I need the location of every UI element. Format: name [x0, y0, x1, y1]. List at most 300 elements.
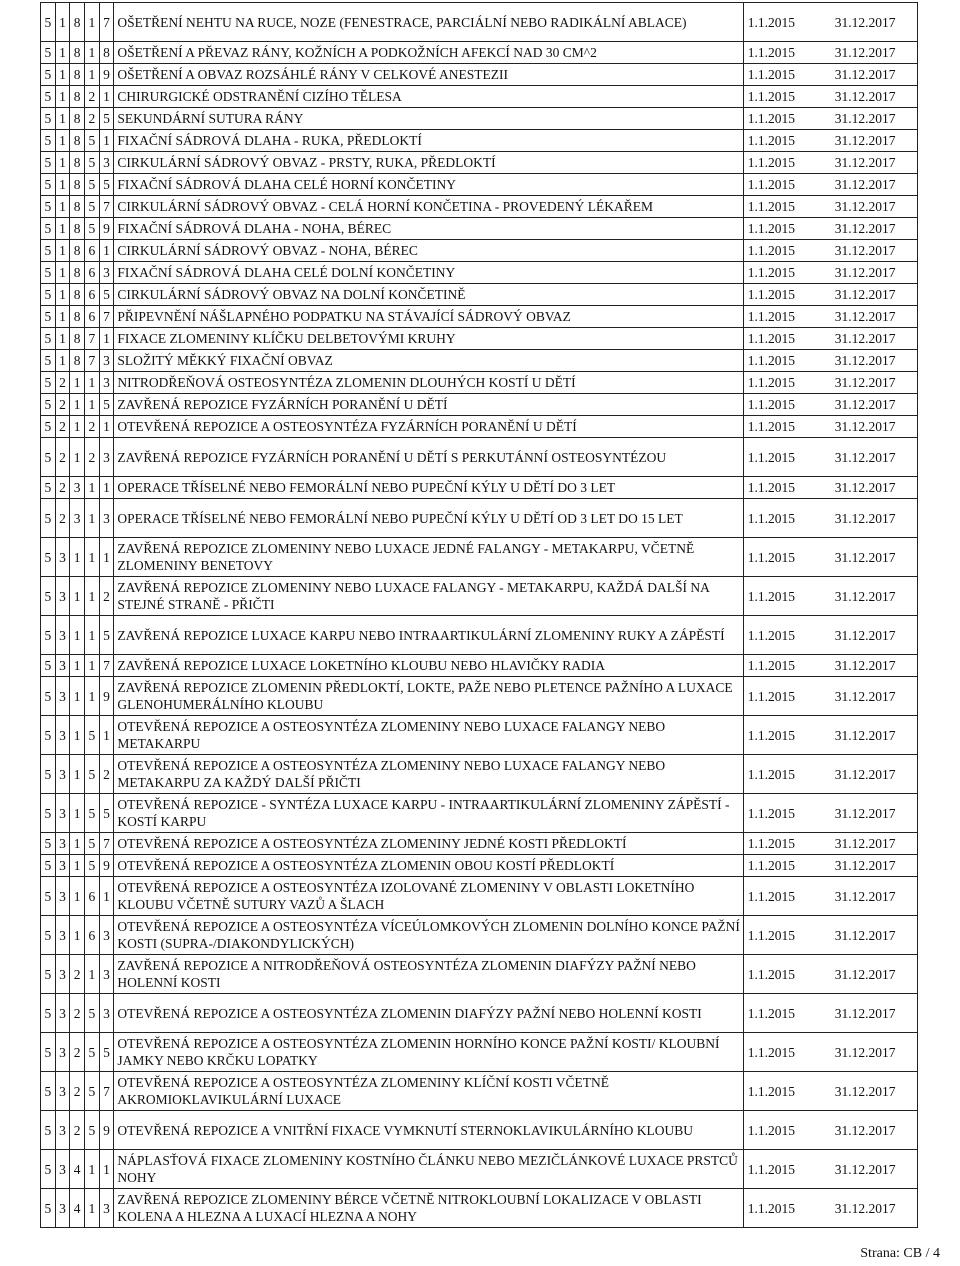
- valid-to-cell: 31.12.2017: [829, 3, 918, 42]
- valid-from-cell: 1.1.2015: [743, 477, 828, 499]
- valid-to-cell: 31.12.2017: [829, 955, 918, 994]
- table-row: [41, 577, 918, 616]
- table-row: [41, 306, 918, 328]
- valid-to-cell: 31.12.2017: [829, 64, 918, 86]
- valid-from-cell: 1.1.2015: [743, 86, 828, 108]
- code-digit-cell: 3: [55, 916, 70, 955]
- code-digit-cell: 3: [55, 616, 70, 655]
- code-digit-cell: 3: [99, 262, 114, 284]
- valid-from-cell: 1.1.2015: [743, 833, 828, 855]
- code-digit-cell: 4: [70, 1189, 85, 1228]
- code-digit-cell: 5: [99, 174, 114, 196]
- code-digit-cell: 5: [85, 130, 100, 152]
- valid-to-cell: 31.12.2017: [829, 394, 918, 416]
- table-row: [41, 350, 918, 372]
- code-digit-cell: 8: [70, 108, 85, 130]
- code-digit-cell: 5: [41, 877, 56, 916]
- code-digit-cell: 8: [99, 42, 114, 64]
- code-digit-cell: 1: [70, 577, 85, 616]
- table-row: [41, 955, 918, 994]
- table-row: [41, 677, 918, 716]
- valid-to-cell: 31.12.2017: [829, 284, 918, 306]
- valid-to-cell: 31.12.2017: [829, 218, 918, 240]
- table-row: [41, 218, 918, 240]
- code-digit-cell: 8: [70, 350, 85, 372]
- procedure-name-cell: NITRODŘEŇOVÁ OSTEOSYNTÉZA ZLOMENIN DLOUHÝCH KOSTÍ U DĚTÍ: [114, 372, 743, 394]
- code-digit-cell: 5: [41, 42, 56, 64]
- code-digit-cell: 6: [85, 262, 100, 284]
- code-digit-cell: 3: [55, 794, 70, 833]
- valid-to-cell: 31.12.2017: [829, 755, 918, 794]
- code-digit-cell: 1: [85, 3, 100, 42]
- code-digit-cell: 1: [70, 755, 85, 794]
- code-digit-cell: 5: [85, 1111, 100, 1150]
- code-digit-cell: 1: [55, 174, 70, 196]
- code-digit-cell: 8: [70, 196, 85, 218]
- table-row: [41, 64, 918, 86]
- code-digit-cell: 5: [41, 372, 56, 394]
- valid-to-cell: 31.12.2017: [829, 855, 918, 877]
- code-digit-cell: 3: [55, 955, 70, 994]
- table-row: [41, 655, 918, 677]
- code-digit-cell: 1: [99, 328, 114, 350]
- code-digit-cell: 5: [85, 833, 100, 855]
- valid-from-cell: 1.1.2015: [743, 877, 828, 916]
- code-digit-cell: 5: [41, 1033, 56, 1072]
- code-digit-cell: 2: [55, 394, 70, 416]
- valid-to-cell: 31.12.2017: [829, 538, 918, 577]
- procedure-name-cell: OTEVŘENÁ REPOZICE A OSTEOSYNTÉZA FYZÁRNÍCH PORANĚNÍ U DĚTÍ: [114, 416, 743, 438]
- code-digit-cell: 3: [99, 499, 114, 538]
- code-digit-cell: 1: [85, 394, 100, 416]
- code-digit-cell: 1: [70, 677, 85, 716]
- valid-to-cell: 31.12.2017: [829, 438, 918, 477]
- code-digit-cell: 5: [99, 284, 114, 306]
- code-digit-cell: 5: [99, 394, 114, 416]
- valid-to-cell: 31.12.2017: [829, 1033, 918, 1072]
- code-digit-cell: 2: [99, 755, 114, 794]
- valid-to-cell: 31.12.2017: [829, 196, 918, 218]
- procedure-name-cell: SLOŽITÝ MĚKKÝ FIXAČNÍ OBVAZ: [114, 350, 743, 372]
- code-digit-cell: 1: [85, 499, 100, 538]
- code-digit-cell: 8: [70, 306, 85, 328]
- valid-to-cell: 31.12.2017: [829, 794, 918, 833]
- valid-from-cell: 1.1.2015: [743, 42, 828, 64]
- code-digit-cell: 1: [70, 794, 85, 833]
- code-digit-cell: 7: [99, 3, 114, 42]
- procedure-name-cell: OPERACE TŘÍSELNÉ NEBO FEMORÁLNÍ NEBO PUPEČNÍ KÝLY U DĚTÍ OD 3 LET DO 15 LET: [114, 499, 743, 538]
- valid-from-cell: 1.1.2015: [743, 218, 828, 240]
- code-digit-cell: 8: [70, 218, 85, 240]
- code-digit-cell: 6: [85, 306, 100, 328]
- procedure-name-cell: OŠETŘENÍ NEHTU NA RUCE, NOZE (FENESTRACE, PARCIÁLNÍ NEBO RADIKÁLNÍ ABLACE): [114, 3, 743, 42]
- valid-from-cell: 1.1.2015: [743, 1033, 828, 1072]
- procedure-name-cell: OPERACE TŘÍSELNÉ NEBO FEMORÁLNÍ NEBO PUPEČNÍ KÝLY U DĚTÍ DO 3 LET: [114, 477, 743, 499]
- code-digit-cell: 1: [85, 42, 100, 64]
- code-digit-cell: 9: [99, 64, 114, 86]
- valid-from-cell: 1.1.2015: [743, 755, 828, 794]
- procedure-name-cell: CHIRURGICKÉ ODSTRANĚNÍ CIZÍHO TĚLESA: [114, 86, 743, 108]
- code-digit-cell: 2: [55, 372, 70, 394]
- code-digit-cell: 5: [85, 1072, 100, 1111]
- code-digit-cell: 1: [99, 86, 114, 108]
- code-digit-cell: 5: [41, 306, 56, 328]
- code-digit-cell: 3: [99, 350, 114, 372]
- code-digit-cell: 9: [99, 677, 114, 716]
- code-digit-cell: 8: [70, 130, 85, 152]
- code-digit-cell: 5: [41, 416, 56, 438]
- code-digit-cell: 5: [41, 108, 56, 130]
- code-digit-cell: 1: [55, 152, 70, 174]
- code-digit-cell: 1: [70, 916, 85, 955]
- code-digit-cell: 1: [85, 655, 100, 677]
- procedure-name-cell: CIRKULÁRNÍ SÁDROVÝ OBVAZ - PRSTY, RUKA, PŘEDLOKTÍ: [114, 152, 743, 174]
- valid-from-cell: 1.1.2015: [743, 64, 828, 86]
- code-digit-cell: 2: [85, 416, 100, 438]
- valid-to-cell: 31.12.2017: [829, 1150, 918, 1189]
- code-digit-cell: 8: [70, 152, 85, 174]
- procedure-name-cell: SEKUNDÁRNÍ SUTURA RÁNY: [114, 108, 743, 130]
- code-digit-cell: 4: [70, 1150, 85, 1189]
- code-digit-cell: 7: [85, 350, 100, 372]
- code-digit-cell: 7: [85, 328, 100, 350]
- code-digit-cell: 7: [99, 306, 114, 328]
- code-digit-cell: 5: [99, 1033, 114, 1072]
- code-digit-cell: 3: [55, 855, 70, 877]
- code-digit-cell: 1: [70, 833, 85, 855]
- table-row: [41, 716, 918, 755]
- code-digit-cell: 5: [41, 916, 56, 955]
- valid-to-cell: 31.12.2017: [829, 716, 918, 755]
- valid-to-cell: 31.12.2017: [829, 306, 918, 328]
- code-digit-cell: 8: [70, 42, 85, 64]
- code-digit-cell: 6: [85, 877, 100, 916]
- code-digit-cell: 1: [55, 328, 70, 350]
- procedure-name-cell: OTEVŘENÁ REPOZICE A OSTEOSYNTÉZA VÍCEÚLOMKOVÝCH ZLOMENIN DOLNÍHO KONCE PAŽNÍ KOSTI (SUPRA-/DIAKONDYLICKÝCH): [114, 916, 743, 955]
- table-row: [41, 994, 918, 1033]
- code-digit-cell: 2: [70, 994, 85, 1033]
- code-digit-cell: 3: [55, 1111, 70, 1150]
- code-digit-cell: 5: [41, 855, 56, 877]
- code-digit-cell: 5: [41, 616, 56, 655]
- code-digit-cell: 3: [70, 499, 85, 538]
- page-number: Strana: CB / 4: [860, 1246, 940, 1261]
- valid-to-cell: 31.12.2017: [829, 655, 918, 677]
- table-row: [41, 1072, 918, 1111]
- code-digit-cell: 3: [99, 372, 114, 394]
- code-digit-cell: 2: [85, 438, 100, 477]
- valid-from-cell: 1.1.2015: [743, 108, 828, 130]
- code-digit-cell: 1: [85, 477, 100, 499]
- code-digit-cell: 5: [41, 438, 56, 477]
- code-digit-cell: 3: [99, 438, 114, 477]
- code-digit-cell: 2: [70, 1033, 85, 1072]
- procedure-name-cell: OTEVŘENÁ REPOZICE A OSTEOSYNTÉZA ZLOMENIN OBOU KOSTÍ PŘEDLOKTÍ: [114, 855, 743, 877]
- procedure-name-cell: FIXAČNÍ SÁDROVÁ DLAHA - NOHA, BÉREC: [114, 218, 743, 240]
- code-digit-cell: 1: [55, 262, 70, 284]
- table-row: [41, 794, 918, 833]
- code-digit-cell: 3: [55, 677, 70, 716]
- valid-from-cell: 1.1.2015: [743, 174, 828, 196]
- code-digit-cell: 1: [99, 877, 114, 916]
- code-digit-cell: 3: [55, 833, 70, 855]
- code-digit-cell: 5: [41, 240, 56, 262]
- code-digit-cell: 7: [99, 196, 114, 218]
- table-row: [41, 328, 918, 350]
- code-digit-cell: 1: [70, 372, 85, 394]
- table-row: [41, 1033, 918, 1072]
- code-digit-cell: 5: [41, 794, 56, 833]
- valid-from-cell: 1.1.2015: [743, 306, 828, 328]
- valid-to-cell: 31.12.2017: [829, 477, 918, 499]
- code-digit-cell: 5: [41, 174, 56, 196]
- code-digit-cell: 1: [85, 372, 100, 394]
- procedure-name-cell: OŠETŘENÍ A PŘEVAZ RÁNY, KOŽNÍCH A PODKOŽNÍCH AFEKCÍ NAD 30 CM^2: [114, 42, 743, 64]
- procedure-name-cell: FIXAČNÍ SÁDROVÁ DLAHA CELÉ DOLNÍ KONČETINY: [114, 262, 743, 284]
- table-row: [41, 1150, 918, 1189]
- table-row: [41, 372, 918, 394]
- code-digit-cell: 5: [85, 218, 100, 240]
- table-row: [41, 877, 918, 916]
- procedure-name-cell: PŘIPEVNĚNÍ NÁŠLAPNÉHO PODPATKU NA STÁVAJÍCÍ SÁDROVÝ OBVAZ: [114, 306, 743, 328]
- table-row: [41, 833, 918, 855]
- table-row: [41, 855, 918, 877]
- valid-to-cell: 31.12.2017: [829, 350, 918, 372]
- code-digit-cell: 5: [41, 833, 56, 855]
- valid-from-cell: 1.1.2015: [743, 284, 828, 306]
- procedure-name-cell: ZAVŘENÁ REPOZICE ZLOMENIN PŘEDLOKTÍ, LOKTE, PAŽE NEBO PLETENCE PAŽNÍHO A LUXACE GLENOHUMERÁLNÍHO KLOUBU: [114, 677, 743, 716]
- code-digit-cell: 8: [70, 284, 85, 306]
- procedure-name-cell: ZAVŘENÁ REPOZICE FYZÁRNÍCH PORANĚNÍ U DĚTÍ S PERKUTÁNNÍ OSTEOSYNTÉZOU: [114, 438, 743, 477]
- code-digit-cell: 1: [85, 538, 100, 577]
- code-digit-cell: 2: [70, 1111, 85, 1150]
- code-digit-cell: 3: [99, 916, 114, 955]
- valid-to-cell: 31.12.2017: [829, 328, 918, 350]
- table-row: [41, 42, 918, 64]
- code-digit-cell: 3: [55, 994, 70, 1033]
- code-digit-cell: 1: [55, 42, 70, 64]
- table-row: [41, 284, 918, 306]
- valid-from-cell: 1.1.2015: [743, 416, 828, 438]
- valid-from-cell: 1.1.2015: [743, 716, 828, 755]
- code-digit-cell: 5: [99, 108, 114, 130]
- valid-to-cell: 31.12.2017: [829, 152, 918, 174]
- code-digit-cell: 1: [99, 477, 114, 499]
- code-digit-cell: 3: [99, 1189, 114, 1228]
- code-digit-cell: 5: [41, 1111, 56, 1150]
- code-digit-cell: 3: [55, 538, 70, 577]
- code-digit-cell: 5: [85, 716, 100, 755]
- code-digit-cell: 7: [99, 655, 114, 677]
- code-digit-cell: 2: [55, 477, 70, 499]
- code-digit-cell: 5: [85, 994, 100, 1033]
- code-digit-cell: 9: [99, 1111, 114, 1150]
- code-digit-cell: 3: [55, 755, 70, 794]
- valid-from-cell: 1.1.2015: [743, 3, 828, 42]
- valid-to-cell: 31.12.2017: [829, 416, 918, 438]
- code-digit-cell: 2: [85, 108, 100, 130]
- code-digit-cell: 2: [99, 577, 114, 616]
- procedure-name-cell: FIXAČNÍ SÁDROVÁ DLAHA CELÉ HORNÍ KONČETINY: [114, 174, 743, 196]
- table-row: [41, 538, 918, 577]
- code-digit-cell: 2: [70, 1072, 85, 1111]
- valid-from-cell: 1.1.2015: [743, 328, 828, 350]
- code-digit-cell: 1: [99, 538, 114, 577]
- procedure-name-cell: FIXACE ZLOMENINY KLÍČKU DELBETOVÝMI KRUHY: [114, 328, 743, 350]
- table-row: [41, 499, 918, 538]
- code-digit-cell: 5: [41, 394, 56, 416]
- code-digit-cell: 5: [41, 677, 56, 716]
- valid-from-cell: 1.1.2015: [743, 994, 828, 1033]
- code-digit-cell: 5: [41, 655, 56, 677]
- procedure-name-cell: OTEVŘENÁ REPOZICE A OSTEOSYNTÉZA ZLOMENINY NEBO LUXACE FALANGY NEBO METAKARPU: [114, 716, 743, 755]
- code-digit-cell: 1: [55, 86, 70, 108]
- code-digit-cell: 3: [55, 1189, 70, 1228]
- procedure-name-cell: OTEVŘENÁ REPOZICE A OSTEOSYNTÉZA ZLOMENINY KLÍČNÍ KOSTI VČETNĚ AKROMIOKLAVIKULÁRNÍ LUXACE: [114, 1072, 743, 1111]
- code-digit-cell: 1: [70, 616, 85, 655]
- code-digit-cell: 5: [41, 1189, 56, 1228]
- procedure-name-cell: OTEVŘENÁ REPOZICE A OSTEOSYNTÉZA ZLOMENIN DIAFÝZY PAŽNÍ NEBO HOLENNÍ KOSTI: [114, 994, 743, 1033]
- table-row: [41, 108, 918, 130]
- code-digit-cell: 1: [55, 130, 70, 152]
- code-digit-cell: 5: [41, 262, 56, 284]
- table-row: [41, 240, 918, 262]
- procedure-name-cell: ZAVŘENÁ REPOZICE FYZÁRNÍCH PORANĚNÍ U DĚTÍ: [114, 394, 743, 416]
- code-digit-cell: 5: [41, 955, 56, 994]
- code-digit-cell: 5: [85, 755, 100, 794]
- code-digit-cell: 3: [55, 716, 70, 755]
- code-digit-cell: 2: [55, 438, 70, 477]
- code-digit-cell: 3: [55, 877, 70, 916]
- code-digit-cell: 1: [55, 284, 70, 306]
- procedure-name-cell: NÁPLASŤOVÁ FIXACE ZLOMENINY KOSTNÍHO ČLÁNKU NEBO MEZIČLÁNKOVÉ LUXACE PRSTCŮ NOHY: [114, 1150, 743, 1189]
- code-digit-cell: 3: [55, 577, 70, 616]
- table-row: [41, 86, 918, 108]
- valid-to-cell: 31.12.2017: [829, 174, 918, 196]
- code-digit-cell: 3: [55, 1150, 70, 1189]
- valid-from-cell: 1.1.2015: [743, 855, 828, 877]
- valid-to-cell: 31.12.2017: [829, 86, 918, 108]
- code-digit-cell: 5: [41, 152, 56, 174]
- table-row: [41, 477, 918, 499]
- code-digit-cell: 1: [70, 716, 85, 755]
- table-row: [41, 916, 918, 955]
- procedure-name-cell: OTEVŘENÁ REPOZICE - SYNTÉZA LUXACE KARPU - INTRAARTIKULÁRNÍ ZLOMENINY ZÁPĚSTÍ - KOSTÍ KARPU: [114, 794, 743, 833]
- code-digit-cell: 5: [41, 130, 56, 152]
- code-digit-cell: 5: [41, 86, 56, 108]
- code-digit-cell: 1: [55, 108, 70, 130]
- code-digit-cell: 1: [70, 855, 85, 877]
- code-digit-cell: 5: [41, 499, 56, 538]
- code-digit-cell: 5: [41, 994, 56, 1033]
- valid-from-cell: 1.1.2015: [743, 1072, 828, 1111]
- code-digit-cell: 1: [70, 416, 85, 438]
- valid-from-cell: 1.1.2015: [743, 152, 828, 174]
- code-digit-cell: 1: [85, 1189, 100, 1228]
- code-digit-cell: 5: [41, 3, 56, 42]
- code-digit-cell: 5: [41, 1150, 56, 1189]
- valid-to-cell: 31.12.2017: [829, 616, 918, 655]
- code-digit-cell: 1: [99, 240, 114, 262]
- code-digit-cell: 1: [99, 416, 114, 438]
- valid-from-cell: 1.1.2015: [743, 1111, 828, 1150]
- table-row: [41, 152, 918, 174]
- valid-to-cell: 31.12.2017: [829, 1189, 918, 1228]
- code-digit-cell: 1: [55, 218, 70, 240]
- code-digit-cell: 8: [70, 64, 85, 86]
- table-row: [41, 416, 918, 438]
- valid-from-cell: 1.1.2015: [743, 538, 828, 577]
- procedure-name-cell: ZAVŘENÁ REPOZICE LUXACE KARPU NEBO INTRAARTIKULÁRNÍ ZLOMENINY RUKY A ZÁPĚSTÍ: [114, 616, 743, 655]
- code-digit-cell: 3: [55, 1072, 70, 1111]
- code-digit-cell: 3: [55, 1033, 70, 1072]
- valid-from-cell: 1.1.2015: [743, 677, 828, 716]
- code-digit-cell: 8: [70, 328, 85, 350]
- procedure-name-cell: ZAVŘENÁ REPOZICE ZLOMENINY BÉRCE VČETNĚ NITROKLOUBNÍ LOKALIZACE V OBLASTI KOLENA A HLEZNA A LUXACÍ HLEZNA A NOHY: [114, 1189, 743, 1228]
- procedure-code-table: [40, 2, 918, 1228]
- code-digit-cell: 5: [41, 1072, 56, 1111]
- table-row: [41, 1111, 918, 1150]
- valid-from-cell: 1.1.2015: [743, 262, 828, 284]
- code-digit-cell: 5: [85, 174, 100, 196]
- code-digit-cell: 1: [55, 3, 70, 42]
- table-row: [41, 262, 918, 284]
- code-digit-cell: 1: [99, 1150, 114, 1189]
- valid-from-cell: 1.1.2015: [743, 577, 828, 616]
- code-digit-cell: 1: [85, 677, 100, 716]
- valid-from-cell: 1.1.2015: [743, 350, 828, 372]
- valid-to-cell: 31.12.2017: [829, 42, 918, 64]
- valid-to-cell: 31.12.2017: [829, 877, 918, 916]
- code-digit-cell: 1: [70, 538, 85, 577]
- code-digit-cell: 5: [99, 616, 114, 655]
- code-digit-cell: 8: [70, 3, 85, 42]
- code-digit-cell: 1: [85, 577, 100, 616]
- code-digit-cell: 5: [41, 350, 56, 372]
- code-digit-cell: 1: [70, 877, 85, 916]
- table-row: [41, 394, 918, 416]
- code-digit-cell: 5: [85, 855, 100, 877]
- table-row: [41, 3, 918, 42]
- code-digit-cell: 5: [85, 152, 100, 174]
- valid-from-cell: 1.1.2015: [743, 130, 828, 152]
- code-digit-cell: 8: [70, 86, 85, 108]
- valid-to-cell: 31.12.2017: [829, 833, 918, 855]
- table-row: [41, 174, 918, 196]
- code-digit-cell: 2: [55, 499, 70, 538]
- valid-to-cell: 31.12.2017: [829, 994, 918, 1033]
- valid-to-cell: 31.12.2017: [829, 677, 918, 716]
- code-digit-cell: 5: [41, 577, 56, 616]
- table-row: [41, 755, 918, 794]
- code-digit-cell: 6: [85, 240, 100, 262]
- code-digit-cell: 1: [55, 196, 70, 218]
- valid-from-cell: 1.1.2015: [743, 240, 828, 262]
- valid-from-cell: 1.1.2015: [743, 438, 828, 477]
- procedure-name-cell: ZAVŘENÁ REPOZICE A NITRODŘEŇOVÁ OSTEOSYNTÉZA ZLOMENIN DIAFÝZY PAŽNÍ NEBO HOLENNÍ KOSTI: [114, 955, 743, 994]
- code-digit-cell: 7: [99, 833, 114, 855]
- valid-from-cell: 1.1.2015: [743, 955, 828, 994]
- code-digit-cell: 1: [70, 438, 85, 477]
- table-row: [41, 1189, 918, 1228]
- procedure-name-cell: FIXAČNÍ SÁDROVÁ DLAHA - RUKA, PŘEDLOKTÍ: [114, 130, 743, 152]
- code-digit-cell: 6: [85, 284, 100, 306]
- valid-from-cell: 1.1.2015: [743, 616, 828, 655]
- code-digit-cell: 6: [85, 916, 100, 955]
- procedure-name-cell: OŠETŘENÍ A OBVAZ ROZSÁHLÉ RÁNY V CELKOVÉ ANESTEZII: [114, 64, 743, 86]
- valid-from-cell: 1.1.2015: [743, 1189, 828, 1228]
- code-digit-cell: 8: [70, 240, 85, 262]
